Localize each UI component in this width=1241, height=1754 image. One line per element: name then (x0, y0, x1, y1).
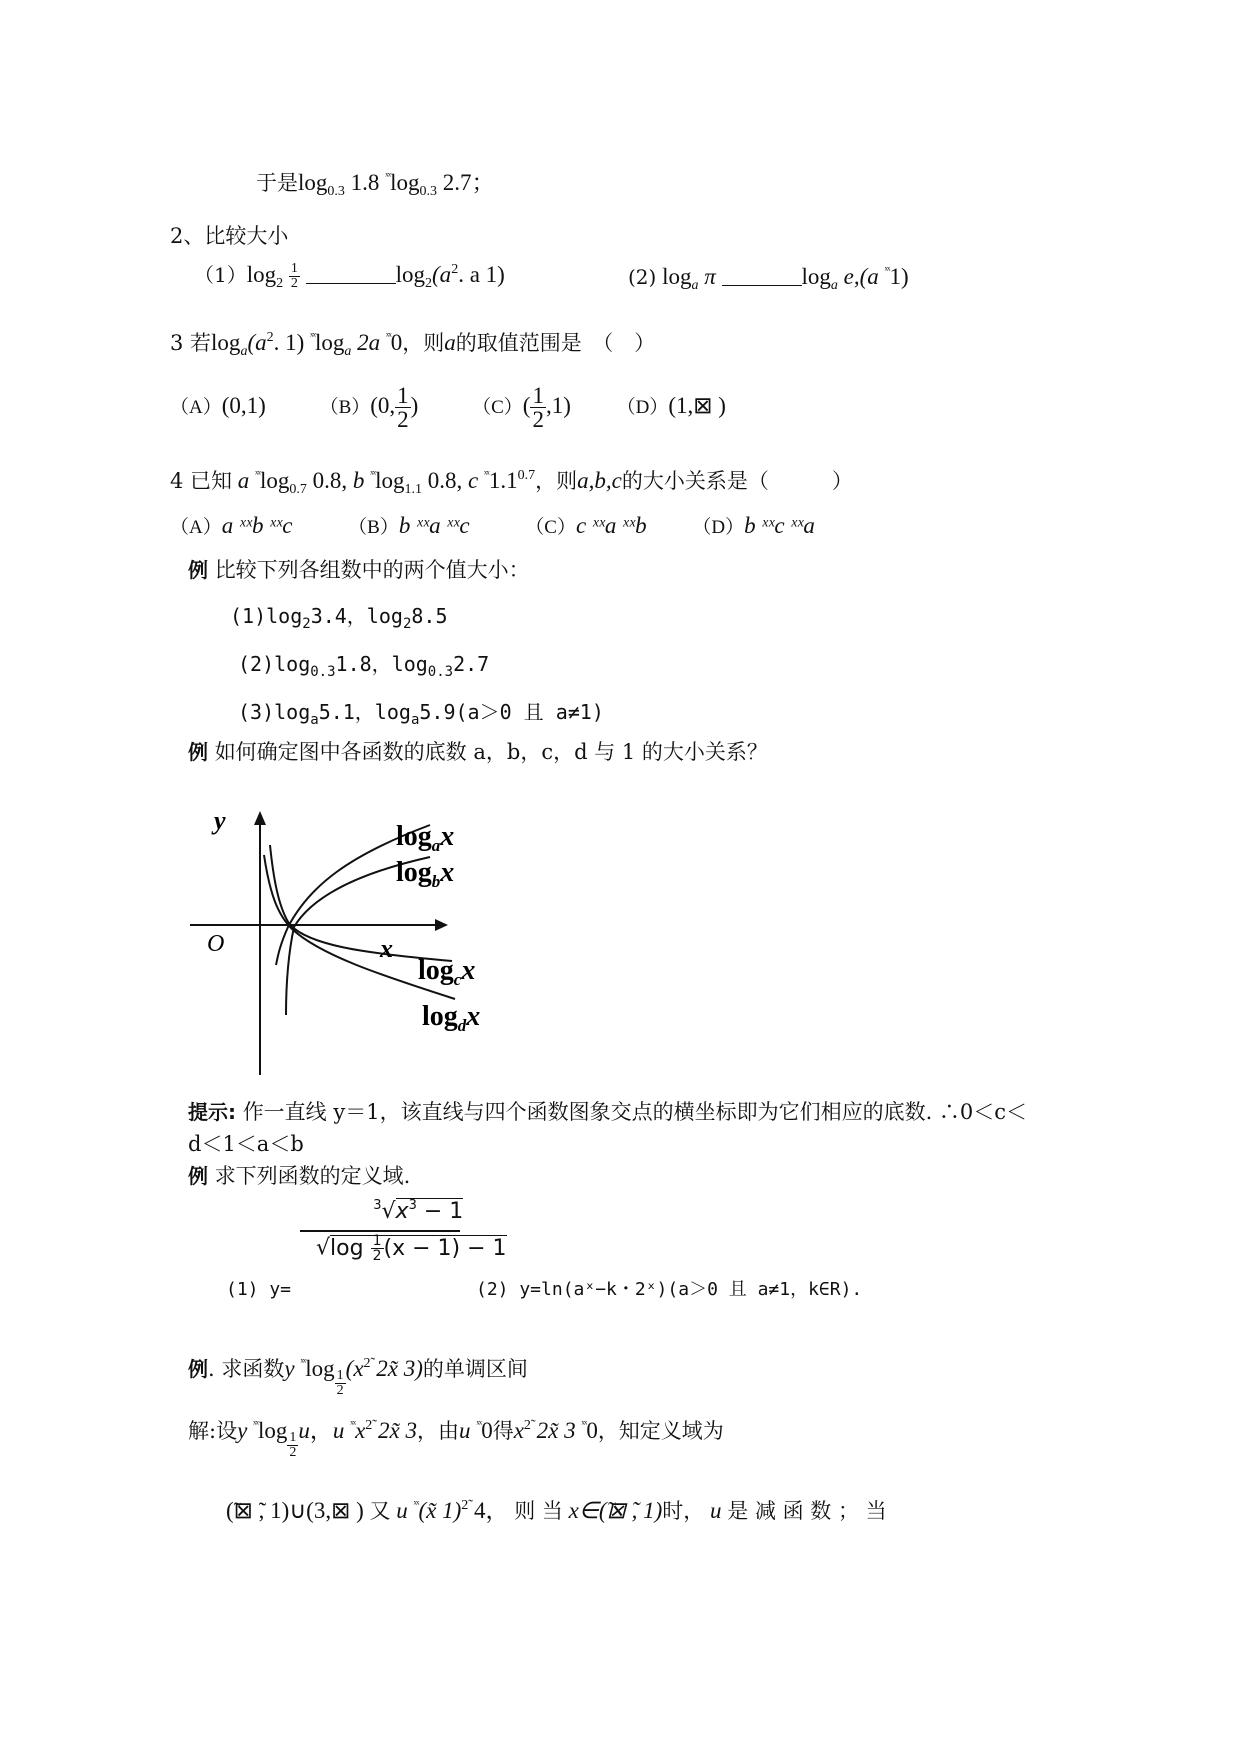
hint-line-2: d＜1＜a＜b (188, 1132, 304, 1156)
option-a[interactable]: （A）a ˣˣb ˣˣc (170, 513, 293, 538)
example-1-item-2: $(2)\log_{0.3}1.8$，$\log_{0.3}2.7$ (238, 652, 490, 680)
option-d[interactable]: （D）(1,⊠ ) (616, 392, 726, 418)
question-4-options (170, 512, 815, 542)
fraction-denominator: √log $\frac{1}{2}$ (x − 1) − 1 (316, 1233, 507, 1264)
question-2-part-2: (2) $\log_a \pi$ $\log_a e,(a$ $^{ˣˣ}$1) (628, 263, 909, 293)
example-3-part-2: (2) y=ln(aˣ−k・2ˣ)(a＞0 且 a≠1，k∈R). (476, 1279, 863, 1300)
question-2-title: 2、比较大小 (170, 224, 289, 248)
question-3-stem: 3 若$\log_a(a^2$. 1) $^{ˣˣ}\log_a$ 2a $^{ˣˣ}$0，则a的取值范围是 （ ） (170, 329, 656, 359)
x-axis-label: x (380, 934, 393, 963)
example-4-stem: 例. 求函数y $^{ˣˣ}$log $\frac{1}{2}$ ($x^{2̃}$ 2x̃ 3)的单调区间 (188, 1355, 528, 1398)
option-a[interactable]: （A）(0,1) (170, 392, 266, 418)
x-axis-arrow (435, 919, 448, 931)
hint-line-1: 提示: 作一直线 y＝1，该直线与四个函数图象交点的横坐标即为它们相应的底数. ∴0＜c＜ (188, 1100, 1028, 1124)
fraction-numerator: $^3√x^3 - 1$ (373, 1198, 464, 1224)
option-c[interactable]: （C）( $\frac{1}{2}$ ,1) (472, 383, 571, 432)
example-2-heading: 例 如何确定图中各函数的底数 a，b，c，d 与 1 的大小关系？ (188, 740, 768, 764)
y-axis-label: y (214, 806, 226, 835)
log-functions-graph (190, 805, 560, 1075)
label-log-d: $\log_dx$ (422, 1001, 481, 1035)
fraction-half: $\frac{1}{2}$ (290, 261, 298, 292)
question-2-part-1: $(1)\log_2$ $\frac{1}{2}$ $\log_2(a^2$. a 1) (194, 261, 505, 292)
label-log-c: $\log_cx$ (418, 955, 476, 989)
solution-line-2: (̃⊠ ̃, 1)∪(3,⊠ ) 又 u $^{ˣˣ}$(x̃ 1)$^{2̃}$ 4， 则 当 x∈(̃⊠ ̃, 1)时， u 是 减 函 数 ； 当 (226, 1497, 887, 1523)
example-1-item-3: $(3)\log_a5.1$，$\log_a5.9(a>0$ 且 a≠1) (238, 700, 604, 728)
example-3-part-1-label: (1) y= (226, 1279, 292, 1300)
example-3-heading: 例 求下列函数的定义域. (188, 1164, 411, 1188)
example-1-item-1: $(1)\log_23.4$，$\log_28.5$ (230, 604, 448, 632)
option-b[interactable]: （B）(0, $\frac{1}{2}$ ) (319, 383, 419, 432)
option-b[interactable]: （B）b ˣˣa ˣˣc (348, 513, 470, 538)
domain-fraction (300, 1198, 507, 1263)
option-c[interactable]: （C）c ˣˣa ˣˣb (525, 513, 647, 538)
label-log-a: $\log_ax$ (396, 821, 455, 855)
origin-label: O (207, 931, 225, 957)
answer-blank-2[interactable] (722, 265, 802, 286)
option-d[interactable]: （D）b ˣˣc ˣˣa (692, 513, 815, 538)
answer-blank-1[interactable] (306, 263, 396, 284)
question-4-stem: 4 已知 a $^{ˣˣ}\log_{0.7}$ 0.8, b $^{ˣˣ}\log_{1.1}$ 0.8, c $^{ˣˣ}1.1^{0.7}$，则a,b,c的大小关系是（ ） (170, 467, 853, 497)
y-axis-arrow (254, 811, 266, 825)
example-1-heading: 例 比较下列各组数中的两个值大小： (188, 558, 530, 582)
label-log-b: $\log_bx$ (396, 857, 455, 891)
conclusion-line: 于是$\log_{0.3} 1.8$ $^{ˣˣ}\log_{0.3}$ 2.7； (256, 169, 495, 199)
question-3-options (170, 384, 726, 431)
solution-line-1: 解:设y $^{ˣˣ}$log $\frac{1}{2}$ u，u $^{ˣˣ}x^{2̃}$ 2x̃ 3，由u $^{ˣˣ}$0得$x^{2̃}$ 2x̃ 3 $^{ˣˣ}$0，知定义域为 (188, 1417, 724, 1460)
